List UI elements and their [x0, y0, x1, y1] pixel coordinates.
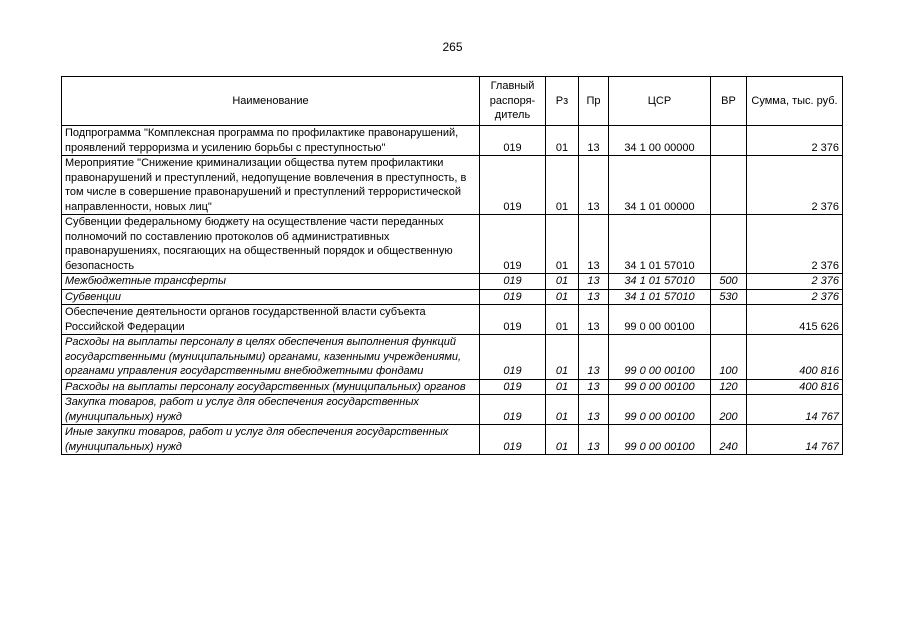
cell-admin: 019: [480, 305, 546, 335]
cell-pr: 13: [579, 274, 609, 290]
cell-sum: 14 767: [747, 425, 843, 455]
header-name: Наименование: [62, 77, 480, 126]
cell-name: Межбюджетные трансферты: [62, 274, 480, 290]
cell-sum: 2 376: [747, 156, 843, 215]
table-row: [62, 305, 843, 335]
cell-admin: 019: [480, 289, 546, 305]
header-admin: Главный распоря-дитель: [480, 77, 546, 126]
cell-sum: 14 767: [747, 395, 843, 425]
header-vr: ВР: [711, 77, 747, 126]
table-row: [62, 425, 843, 455]
cell-vr: 200: [711, 395, 747, 425]
cell-sum: 415 626: [747, 305, 843, 335]
cell-sum: 2 376: [747, 289, 843, 305]
cell-name: Субвенции федеральному бюджету на осуществление части переданных полномочий по составлению протоколов об административных правонарушениях, посягающих на общественный порядок и общественную безопасность: [62, 215, 480, 274]
cell-csr: 99 0 00 00100: [609, 379, 711, 395]
header-rz: Рз: [546, 77, 579, 126]
cell-name: Мероприятие "Снижение криминализации общества путем профилактики правонарушений и преступлений, недопущение вовлечения в преступность, в том числе в совершение правонарушений и преступлений террористической направленности, новых лиц": [62, 156, 480, 215]
cell-pr: 13: [579, 289, 609, 305]
cell-vr: 240: [711, 425, 747, 455]
page-number: 265: [442, 40, 463, 54]
cell-admin: 019: [480, 335, 546, 380]
cell-admin: 019: [480, 156, 546, 215]
cell-name: Подпрограмма "Комплексная программа по профилактике правонарушений, проявлений терроризма и усилению борьбы с преступностью": [62, 126, 480, 156]
table-row: [62, 395, 843, 425]
cell-admin: 019: [480, 274, 546, 290]
cell-sum: 2 376: [747, 126, 843, 156]
cell-vr: 530: [711, 289, 747, 305]
cell-vr: [711, 215, 747, 274]
table-row: [62, 126, 843, 156]
header-sum: Сумма, тыс. руб.: [747, 77, 843, 126]
cell-rz: 01: [546, 379, 579, 395]
cell-vr: [711, 305, 747, 335]
cell-csr: 34 1 01 57010: [609, 289, 711, 305]
cell-admin: 019: [480, 379, 546, 395]
header-pr: Пр: [579, 77, 609, 126]
table-body: [62, 126, 843, 455]
cell-name: Расходы на выплаты персоналу государственных (муниципальных) органов: [62, 379, 480, 395]
cell-pr: 13: [579, 335, 609, 380]
cell-rz: 01: [546, 274, 579, 290]
cell-name: Иные закупки товаров, работ и услуг для обеспечения государственных (муниципальных) нужд: [62, 425, 480, 455]
cell-vr: 120: [711, 379, 747, 395]
table-row: [62, 289, 843, 305]
cell-name: Субвенции: [62, 289, 480, 305]
cell-admin: 019: [480, 395, 546, 425]
cell-pr: 13: [579, 425, 609, 455]
cell-csr: 34 1 01 00000: [609, 156, 711, 215]
cell-admin: 019: [480, 425, 546, 455]
cell-vr: 100: [711, 335, 747, 380]
table-row: [62, 274, 843, 290]
cell-sum: 400 816: [747, 379, 843, 395]
cell-rz: 01: [546, 289, 579, 305]
budget-table: [61, 76, 843, 455]
cell-pr: 13: [579, 379, 609, 395]
cell-csr: 99 0 00 00100: [609, 335, 711, 380]
table-row: [62, 156, 843, 215]
cell-vr: [711, 156, 747, 215]
cell-admin: 019: [480, 215, 546, 274]
cell-rz: 01: [546, 215, 579, 274]
cell-pr: 13: [579, 126, 609, 156]
cell-csr: 34 1 00 00000: [609, 126, 711, 156]
cell-name: Закупка товаров, работ и услуг для обеспечения государственных (муниципальных) нужд: [62, 395, 480, 425]
cell-rz: 01: [546, 335, 579, 380]
cell-pr: 13: [579, 156, 609, 215]
cell-vr: 500: [711, 274, 747, 290]
cell-name: Расходы на выплаты персоналу в целях обеспечения выполнения функций государственными (муниципальными) органами, казенными учреждениями, органами управления государственными внебюджетными фондами: [62, 335, 480, 380]
cell-name: Обеспечение деятельности органов государственной власти субъекта Российской Федерации: [62, 305, 480, 335]
cell-pr: 13: [579, 305, 609, 335]
table-row: [62, 335, 843, 380]
cell-csr: 34 1 01 57010: [609, 274, 711, 290]
table-row: [62, 215, 843, 274]
cell-sum: 2 376: [747, 215, 843, 274]
cell-sum: 2 376: [747, 274, 843, 290]
cell-pr: 13: [579, 215, 609, 274]
cell-admin: 019: [480, 126, 546, 156]
cell-rz: 01: [546, 305, 579, 335]
cell-rz: 01: [546, 126, 579, 156]
cell-csr: 34 1 01 57010: [609, 215, 711, 274]
table-header-row: [62, 77, 843, 126]
cell-csr: 99 0 00 00100: [609, 395, 711, 425]
cell-vr: [711, 126, 747, 156]
cell-rz: 01: [546, 156, 579, 215]
cell-rz: 01: [546, 425, 579, 455]
cell-sum: 400 816: [747, 335, 843, 380]
cell-pr: 13: [579, 395, 609, 425]
cell-rz: 01: [546, 395, 579, 425]
cell-csr: 99 0 00 00100: [609, 425, 711, 455]
cell-csr: 99 0 00 00100: [609, 305, 711, 335]
header-csr: ЦСР: [609, 77, 711, 126]
table-row: [62, 379, 843, 395]
